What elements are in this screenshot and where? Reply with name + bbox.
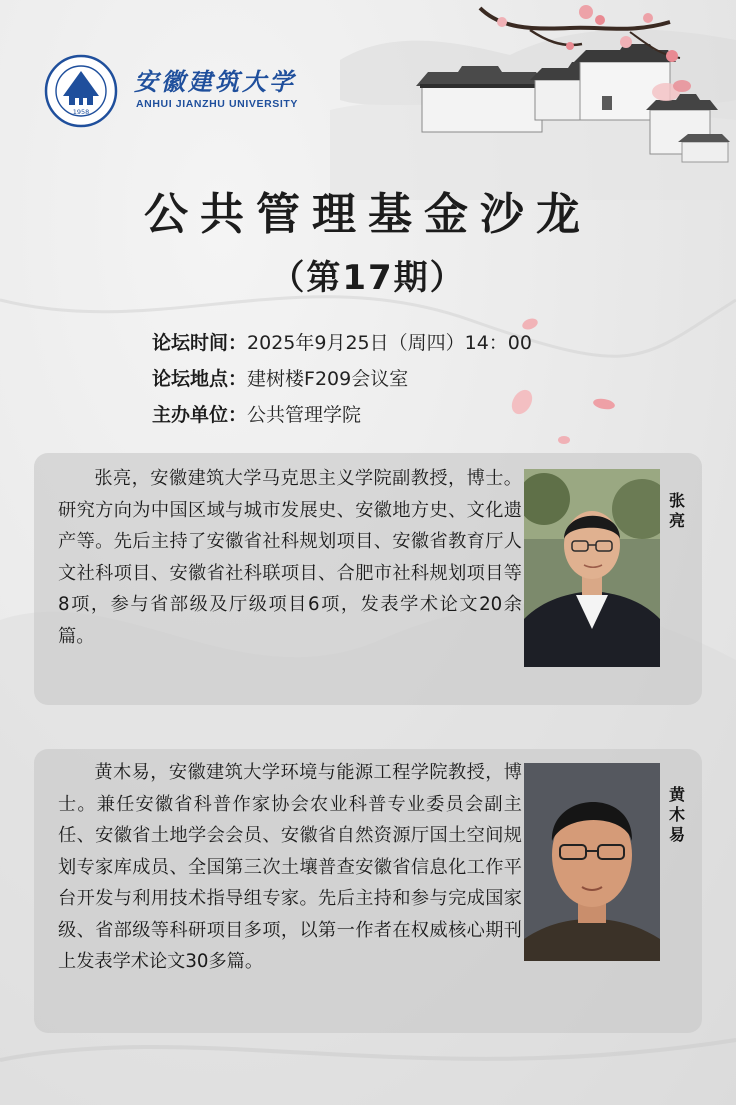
- page-title: 公共管理基金沙龙: [144, 189, 592, 240]
- speaker-2-name: 黄木易: [668, 785, 685, 844]
- university-seal-icon: [44, 54, 118, 128]
- university-name-cn: 安徽建筑大学: [134, 67, 296, 96]
- info-location: [152, 364, 532, 400]
- info-location-value: 建树楼F209会议室: [247, 368, 409, 390]
- speaker-1-name: 张 亮: [668, 491, 685, 530]
- event-info: [152, 328, 532, 436]
- university-name-en: ANHUI JIANZHU UNIVERSITY: [136, 98, 298, 110]
- issue-number: （第17期）: [270, 258, 466, 298]
- ink-painting-huizhou-architecture: [330, 0, 736, 200]
- info-location-label: 论坛地点：: [152, 368, 248, 390]
- speaker-card-2: [34, 749, 702, 1033]
- speaker-2-bio: 黄木易，安徽建筑大学环境与能源工程学院教授，博士。兼任安徽省科普作家协会农业科普专业委员会副主任、安徽省土地学会会员、安徽省自然资源厅国土空间规划专家库成员、全国第三次土壤普查安徽省信息化工作平台开发与利用技术指导组专家。先后主持和参与完成国家级、省部级等科研项目多项，以第一作者在权威核心期刊上发表学术论文30多篇。: [58, 762, 522, 972]
- speaker-1-photo: [524, 469, 660, 667]
- info-time: [152, 328, 532, 364]
- speaker-2-photo: [524, 763, 660, 961]
- info-time-value: 2025年9月25日（周四）14：00: [247, 332, 532, 354]
- speaker-1-bio: 张亮，安徽建筑大学马克思主义学院副教授，博士。研究方向为中国区域与城市发展史、安徽地方史、文化遗产等。先后主持了安徽省社科规划项目、安徽省教育厅人文社科项目、安徽省社科联项目、合肥市社科规划项目等8项，参与省部级及厅级项目6项，发表学术论文20余篇。: [58, 468, 522, 647]
- info-organizer: [152, 400, 532, 436]
- seal-year-text: 1958: [72, 108, 90, 116]
- speaker-card-1: [34, 453, 702, 705]
- info-time-label: 论坛时间：: [152, 332, 248, 354]
- info-organizer-label: 主办单位：: [152, 404, 248, 426]
- info-organizer-value: 公共管理学院: [247, 404, 362, 426]
